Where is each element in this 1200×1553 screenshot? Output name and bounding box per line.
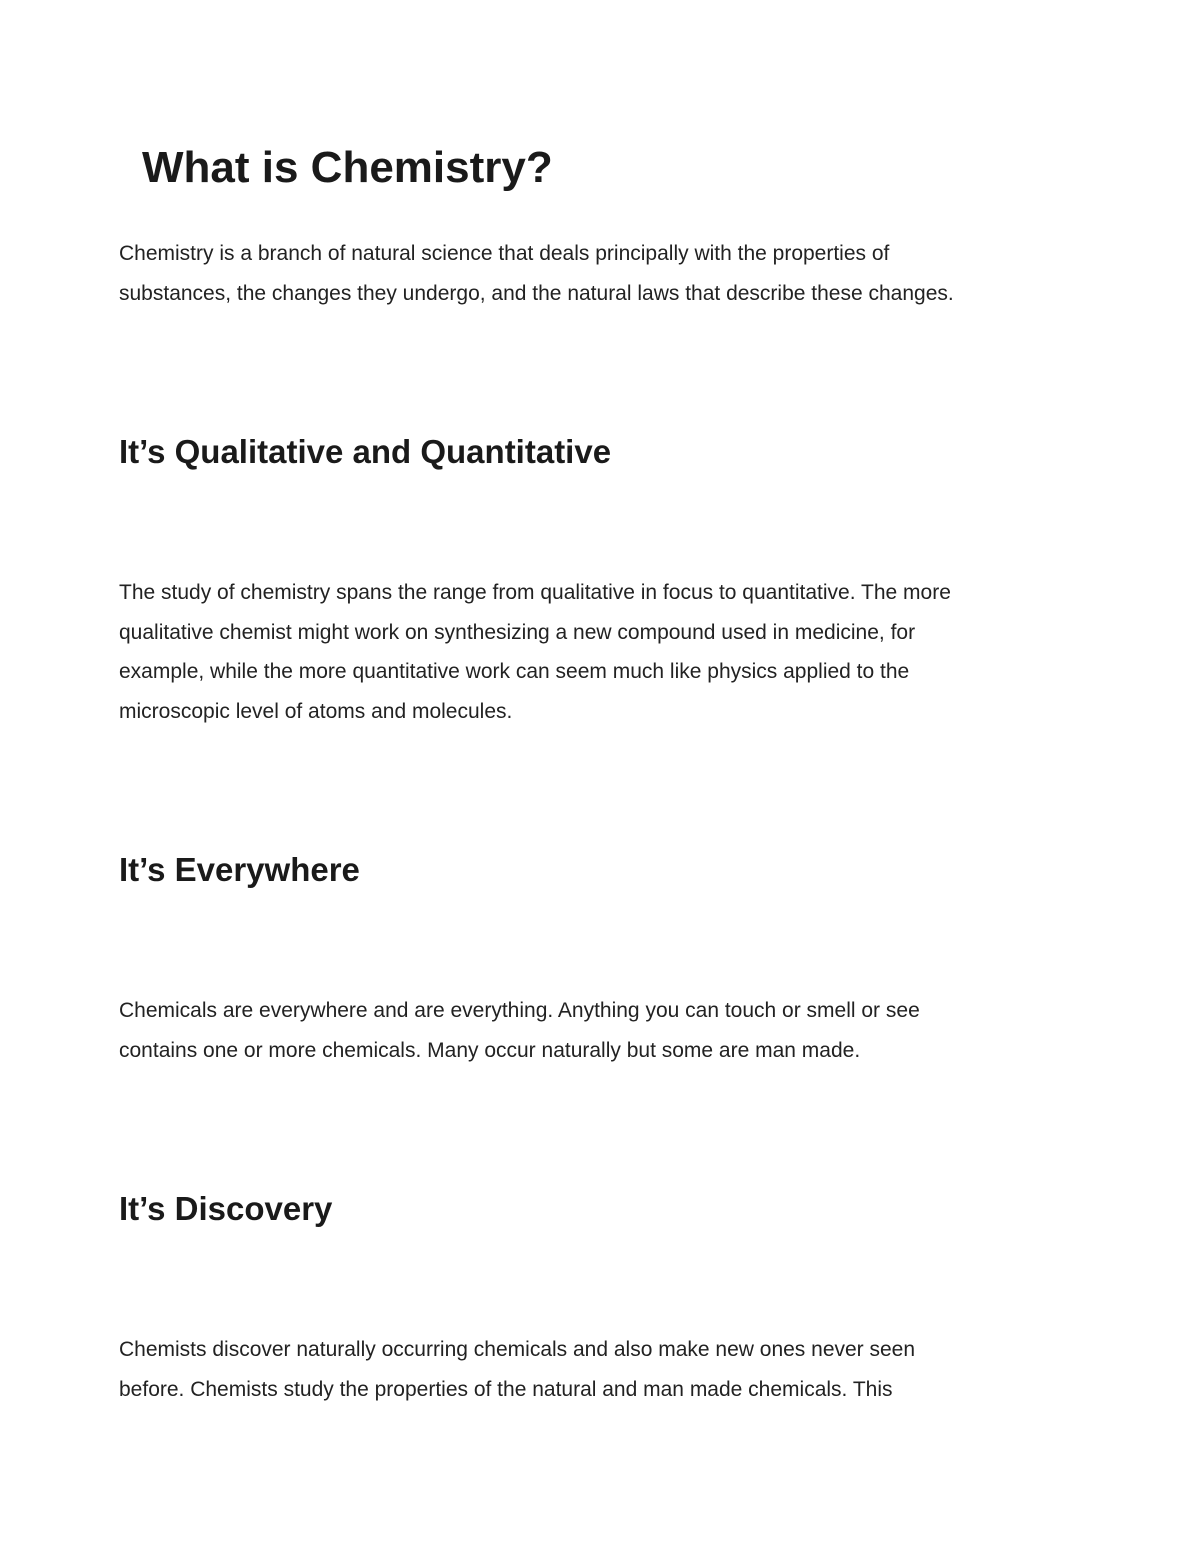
intro-paragraph (119, 234, 1079, 313)
section-paragraph-qualitative-quantitative (119, 573, 1079, 731)
paragraph-line: Chemicals are everywhere and are everything. Anything you can touch or smell or see (119, 999, 920, 1022)
paragraph-line: The study of chemistry spans the range from qualitative in focus to quantitative. The more (119, 581, 951, 604)
paragraph-line: contains one or more chemicals. Many occur naturally but some are man made. (119, 1038, 861, 1062)
paragraph-line: Chemistry is a branch of natural science that deals principally with the properties of (119, 242, 890, 265)
paragraph-line: example, while the more quantitative work can seem much like physics applied to the (119, 660, 910, 683)
paragraph-line: qualitative chemist might work on synthesizing a new compound used in medicine, for (119, 620, 916, 644)
paragraph-line: substances, the changes they undergo, and the natural laws that describe these changes. (119, 281, 954, 305)
page-title: What is Chemistry? (142, 143, 553, 192)
section-paragraph-everywhere (119, 991, 1079, 1070)
section-heading-everywhere: It’s Everywhere (119, 851, 360, 888)
paragraph-line: before. Chemists study the properties of the natural and man made chemicals. This (119, 1377, 893, 1401)
section-paragraph-discovery (119, 1330, 1079, 1409)
paragraph-line: Chemists discover naturally occurring chemicals and also make new ones never seen (119, 1338, 916, 1361)
section-heading-discovery: It’s Discovery (119, 1190, 333, 1227)
section-heading-qualitative-quantitative: It’s Qualitative and Quantitative (119, 433, 612, 470)
paragraph-line: microscopic level of atoms and molecules. (119, 699, 513, 723)
